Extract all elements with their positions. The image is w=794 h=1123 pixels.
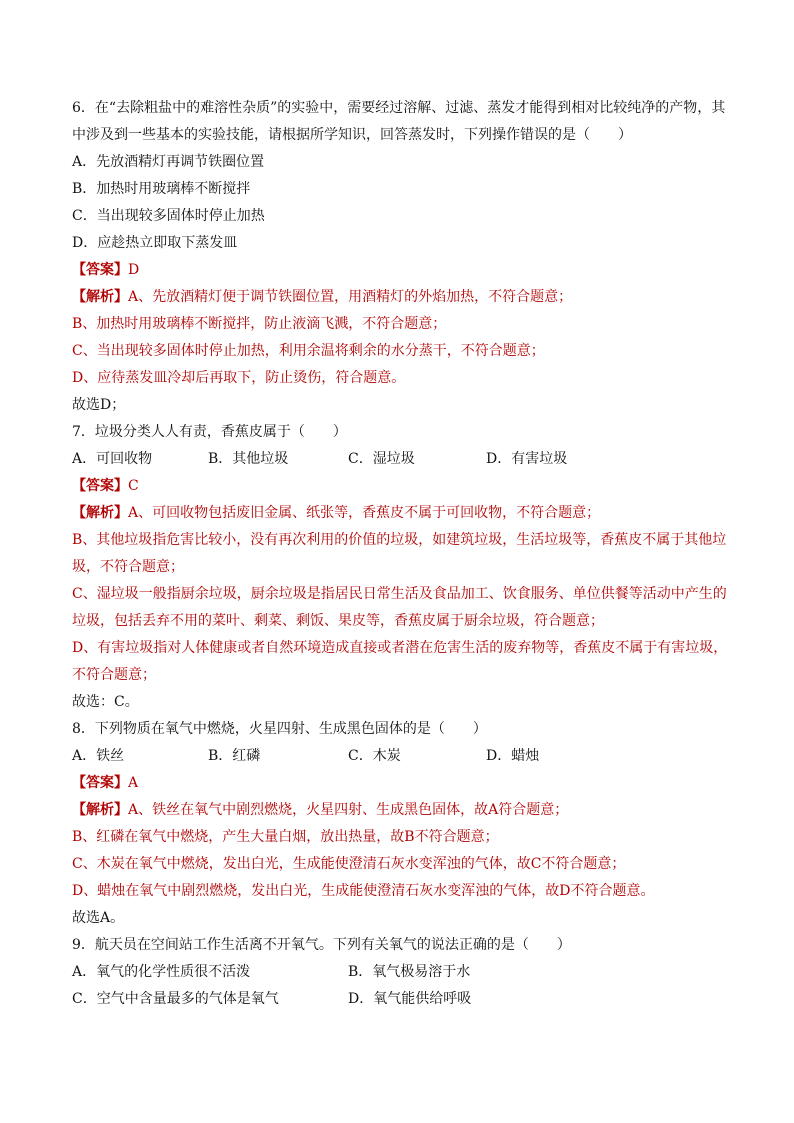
q8-analysis-c: C、木炭在氧气中燃烧，发出白光，生成能使澄清石灰水变浑浊的气体，故C不符合题意； (72, 856, 626, 872)
analysis-tag: 【解析】 (72, 802, 128, 818)
answer-value: C (128, 478, 139, 494)
q7-option-b: B．其他垃圾 (208, 451, 289, 467)
q7-conclusion: 故选：C。 (72, 694, 139, 710)
q7-answer (72, 473, 728, 500)
q7-option-c: C．湿垃圾 (348, 451, 415, 467)
q9-stem: 9．航天员在空间站工作生活离不开氧气。下列有关氧气的说法正确的是（ ） (72, 937, 571, 953)
q7-option-a: A．可回收物 (72, 451, 153, 467)
q9-option-c: C．空气中含量最多的气体是氧气 (72, 991, 279, 1007)
q8-answer (72, 770, 728, 797)
q6-analysis-d: D、应待蒸发皿冷却后再取下，防止烫伤，符合题意。 (72, 370, 406, 386)
q7-option-d: D．有害垃圾 (486, 451, 568, 467)
q8-stem: 8．下列物质在氧气中燃烧，火星四射、生成黑色固体的是（ ） (72, 721, 487, 737)
q7-stem: 7．垃圾分类人人有责，香蕉皮属于（ ） (72, 424, 347, 440)
q6-analysis-b: B、加热时用玻璃棒不断搅拌，防止液滴飞溅，不符合题意； (72, 316, 447, 332)
q8-analysis-d: D、蜡烛在氧气中剧烈燃烧，发出白光，生成能使澄清石灰水变浑浊的气体，故D不符合题意。 (72, 883, 655, 899)
q8-analysis-a (72, 797, 728, 824)
q6-answer (72, 257, 728, 284)
q7-analysis-b-line2: 圾，不符合题意； (72, 559, 184, 575)
q9-option-a: A．氧气的化学性质很不活泼 (72, 964, 251, 980)
analysis-text: A、铁丝在氧气中剧烈燃烧，火星四射、生成黑色固体，故A符合题意； (128, 802, 569, 818)
q7-analysis-c-line1: C、湿垃圾一般指厨余垃圾，厨余垃圾是指居民日常生活及食品加工、饮食服务、单位供餐等活动中产生的 (72, 586, 727, 602)
q6-stem-line1: 6．在“去除粗盐中的难溶性杂质”的实验中，需要经过溶解、过滤、蒸发才能得到相对比较纯净的产物，其 (72, 100, 726, 116)
q6-stem-line2: 中涉及到一些基本的实验技能，请根据所学知识，回答蒸发时，下列操作错误的是（ ） (72, 127, 632, 143)
q6-conclusion: 故选D； (72, 397, 126, 413)
q7-analysis-b-line1: B、其他垃圾指危害比较小，没有再次利用的价值的垃圾，如建筑垃圾，生活垃圾等，香蕉皮不属于其他垃 (72, 532, 727, 548)
q6-option-c: C．当出现较多固体时停止加热 (72, 208, 265, 224)
q9-options-row1 (72, 959, 728, 986)
answer-tag: 【答案】 (72, 262, 128, 278)
q7-analysis-c-line2: 垃圾，包括丢弃不用的菜叶、剩菜、剩饭、果皮等，香蕉皮属于厨余垃圾，符合题意； (72, 613, 604, 629)
q7-analysis-d-line2: 不符合题意； (72, 667, 156, 683)
q8-option-b: B．红磷 (208, 748, 261, 764)
q8-analysis-b: B、红磷在氧气中燃烧，产生大量白烟，放出热量，故B不符合题意； (72, 829, 499, 845)
answer-value: D (128, 262, 140, 278)
answer-value: A (128, 775, 139, 791)
analysis-text: A、先放酒精灯便于调节铁圈位置，用酒精灯的外焰加热，不符合题意； (128, 289, 573, 305)
q9-option-b: B．氧气极易溶于水 (348, 964, 471, 980)
analysis-text: A、可回收物包括废旧金属、纸张等，香蕉皮不属于可回收物，不符合题意； (128, 505, 601, 521)
q7-analysis-a (72, 500, 728, 527)
q9-option-d: D．氧气能供给呼吸 (348, 991, 472, 1007)
q9-options-row2 (72, 986, 728, 1013)
q8-option-d: D．蜡烛 (486, 748, 540, 764)
analysis-tag: 【解析】 (72, 289, 128, 305)
answer-tag: 【答案】 (72, 478, 128, 494)
analysis-tag: 【解析】 (72, 505, 128, 521)
q6-option-a: A．先放酒精灯再调节铁圈位置 (72, 154, 265, 170)
q6-option-b: B．加热时用玻璃棒不断搅拌 (72, 181, 251, 197)
q7-options (72, 446, 728, 473)
q6-analysis-a (72, 284, 728, 311)
q8-option-a: A．铁丝 (72, 748, 125, 764)
q7-analysis-d-line1: D、有害垃圾指对人体健康或者自然环境造成直接或者潜在危害生活的废弃物等，香蕉皮不属于有害垃圾， (72, 640, 728, 656)
q8-option-c: C．木炭 (348, 748, 401, 764)
q8-conclusion: 故选A。 (72, 910, 125, 926)
q8-options (72, 743, 728, 770)
q6-analysis-c: C、当出现较多固体时停止加热，利用余温将剩余的水分蒸干，不符合题意； (72, 343, 545, 359)
q6-option-d: D．应趁热立即取下蒸发皿 (72, 235, 238, 251)
content (72, 95, 728, 1013)
answer-tag: 【答案】 (72, 775, 128, 791)
